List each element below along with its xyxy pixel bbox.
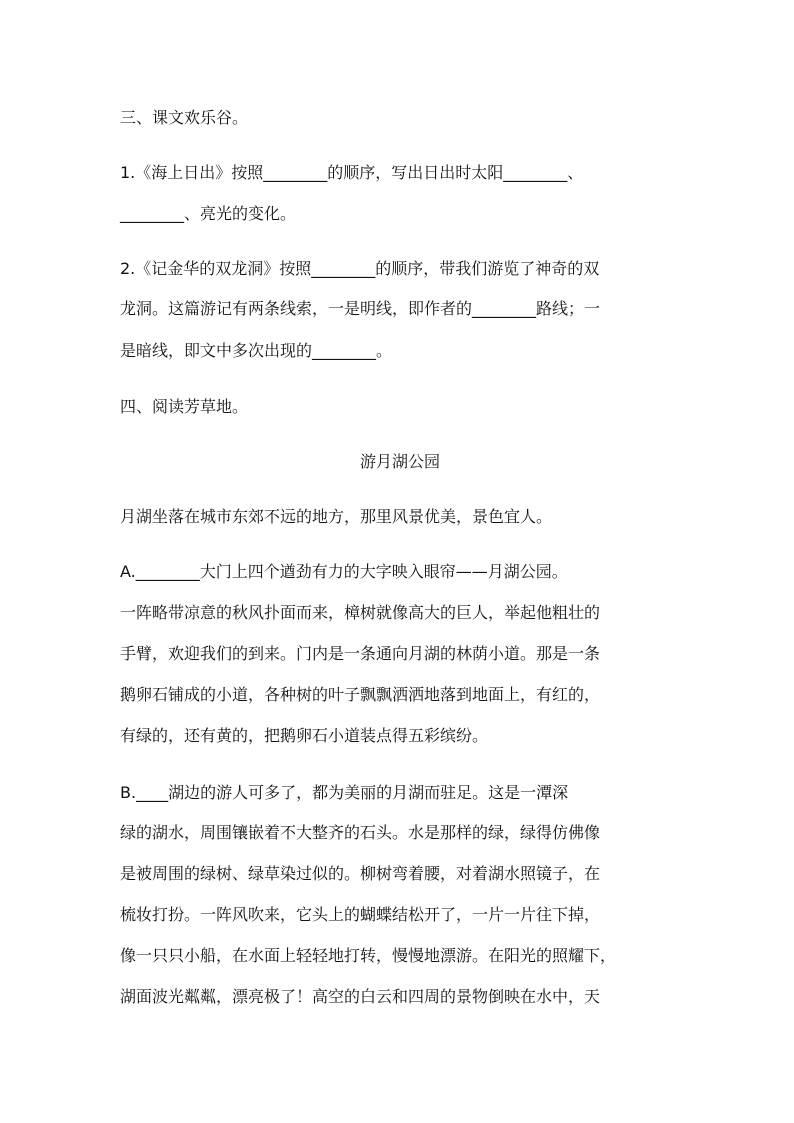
passage-line: 鹅卵石铺成的小道，各种树的叶子飘飘洒洒地落到地面上，有红的，	[120, 685, 601, 704]
question-1-line-1: 1.《海上日出》按照________的顺序，写出日出时太阳________、	[120, 163, 584, 182]
passage-line: 有绿的，还有黄的，把鹅卵石小道装点得五彩缤纷。	[120, 726, 489, 745]
passage-line: 梳妆打扮。一阵风吹来，它头上的蝴蝶结松开了，一片一片往下掉，	[120, 905, 601, 924]
passage-line: B.____湖边的游人可多了，都为美丽的月湖而驻足。这是一潭深	[120, 783, 569, 802]
passage-line: 绿的湖水，周围镶嵌着不大整齐的石头。水是那样的绿，绿得仿佛像	[120, 823, 601, 842]
passage-line: 月湖坐落在城市东郊不远的地方，那里风景优美，景色宜人。	[120, 507, 553, 526]
question-2-line-1: 2.《记金华的双龙洞》按照________的顺序，带我们游览了神奇的双	[120, 259, 600, 278]
section-heading-3: 三、课文欢乐谷。	[120, 108, 249, 127]
passage-line: A.________大门上四个遒劲有力的大字映入眼帘——月湖公园。	[120, 562, 568, 581]
passage-line: 是被周围的绿树、绿草染过似的。柳树弯着腰，对着湖水照镜子，在	[120, 864, 601, 883]
question-2-line-2: 龙洞。这篇游记有两条线索，一是明线，即作者的________路线；一	[120, 299, 601, 318]
passage-line: 湖面波光粼粼，漂亮极了！高空的白云和四周的景物倒映在水中，天	[120, 987, 601, 1006]
passage-line: 像一只只小船，在水面上轻轻地打转，慢慢地漂游。在阳光的照耀下，	[120, 946, 617, 965]
question-2-line-3: 是暗线，即文中多次出现的________。	[120, 341, 393, 360]
passage-line: 手臂，欢迎我们的到来。门内是一条通向月湖的林荫小道。那是一条	[120, 644, 601, 663]
question-1-line-2: ________、亮光的变化。	[120, 204, 297, 223]
passage-title: 游月湖公园	[359, 452, 440, 471]
passage-line: 一阵略带凉意的秋风扑面而来，樟树就像高大的巨人，举起他粗壮的	[120, 603, 601, 622]
section-heading-4: 四、阅读芳草地。	[120, 397, 249, 416]
